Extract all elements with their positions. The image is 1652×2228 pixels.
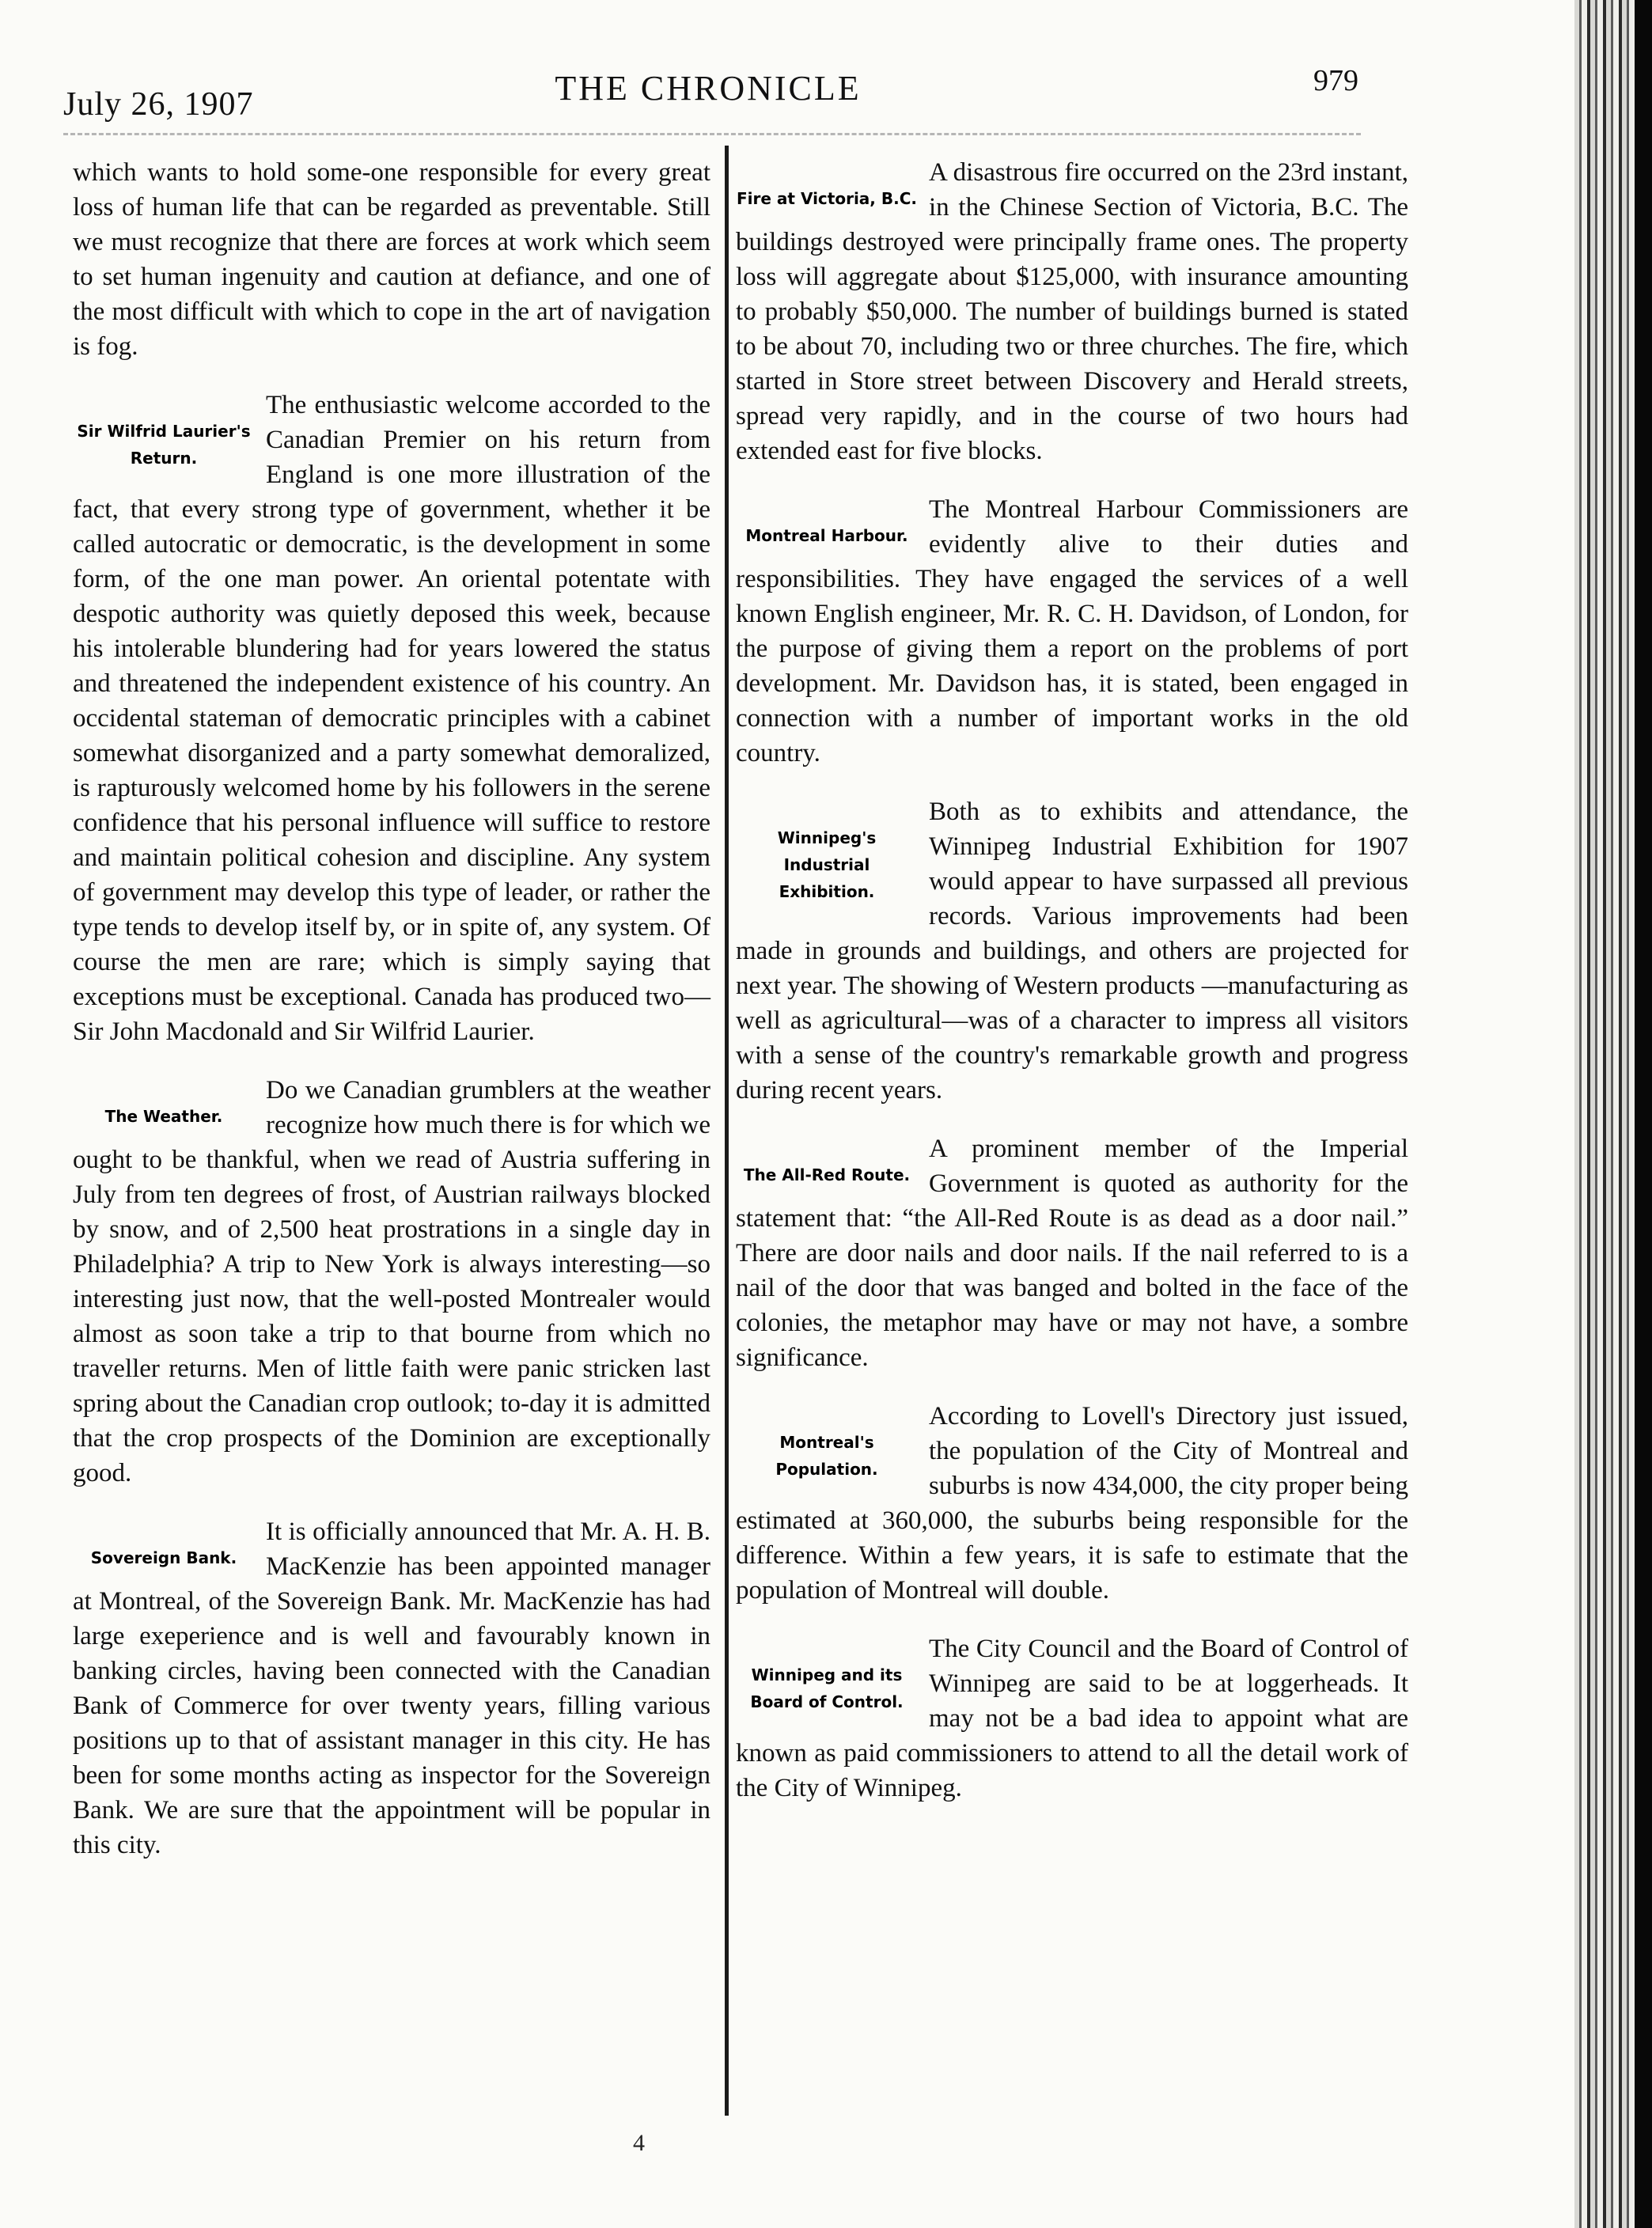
side-heading: Fire at Victoria, B.C.	[737, 189, 917, 208]
article-winnipeg-board	[736, 1631, 1408, 1806]
page-number: 979	[1313, 64, 1358, 97]
side-heading: Montreal's Population.	[775, 1433, 878, 1479]
article-laurier	[73, 388, 710, 1049]
issue-date: July 26, 1907	[63, 86, 254, 123]
side-heading: Winnipeg's Industrial Exhibition.	[777, 828, 877, 901]
article-text: The Montreal Harbour Commissioners are evidently alive to their duties and responsibilities. They have engaged the services of a well known English engineer, Mr. R. C. H. Davidson, of London, for the purpose of giving them a report on the problems of port development. Mr. Davidson has, it is stated, been engaged in connection with a number of important works in the old country.	[736, 495, 1408, 767]
side-heading: Sovereign Bank.	[90, 1548, 237, 1567]
article-weather	[73, 1073, 710, 1491]
article-text: A disastrous fire occurred on the 23rd instant, in the Chinese Section of Victoria, B.C. The buildings destroyed were principally frame ones. The property loss will aggregate about $125,000, with insurance amounting to probably $50,000. The number of buildings burned is stated to be about 70, including two or three churches. The fire, which started in Store street between Discovery and Herald streets, spread very rapidly, and in the course of two hours had extended east for five blocks.	[736, 158, 1408, 465]
header-rule	[63, 133, 1361, 135]
article-all-red-route	[736, 1131, 1408, 1375]
article-text: Both as to exhibits and attendance, the Winnipeg Industrial Exhibition for 1907 would appear to have surpassed all previous records. Various improvements had been made in grounds and buildings, and others are projected for next year. The showing of Western products —manufacturing as well as agricultural—was of a character to impress all visitors with a sense of the country's remarkable growth and progress during recent years.	[736, 798, 1408, 1105]
article-montreal-harbour	[736, 492, 1408, 771]
article-text: Do we Canadian grumblers at the weather recognize how much there is for which we ought to be thankful, when we read of Austria suffering in July from ten degrees of frost, of Austrian railways blocked by snow, and of 2,500 heat prostrations in a single day in Philadelphia? A trip to New York is always interesting—so interesting just now, that the well-posted Montrealer would almost as soon take a trip to that bourne from which no traveller returns. Men of little faith were panic stricken last spring about the Canadian crop outlook; to-day it is admitted that the crop prospects of the Dominion are exceptionally good.	[73, 1076, 710, 1487]
article-montreal-population	[736, 1399, 1408, 1608]
side-heading: Winnipeg and its Board of Control.	[750, 1665, 904, 1711]
side-heading: Montreal Harbour.	[745, 526, 908, 545]
continued-paragraph: which wants to hold some-one responsible for every great loss of human life that can be regarded as preventable. Still we must recognize that there are forces at work which seem to set human ingenuity and caution at defiance, and one of the most difficult with which to cope in the art of navigation is fog.	[73, 158, 710, 361]
article-winnipeg-exhibition	[736, 794, 1408, 1108]
article-sovereign-bank	[73, 1514, 710, 1862]
article-text: It is officially announced that Mr. A. H. B. MacKenzie has been appointed manager at Montreal, of the Sovereign Bank. Mr. MacKenzie has had large exeperience and is well and favourably known in banking circles, having been connected with the Canadian Bank of Commerce for over twenty years, filling various positions up to that of assistant manager in this city. He has been for some months acting as inspector for the Sovereign Bank. We are sure that the appointment will be popular in this city.	[73, 1518, 710, 1859]
signature-mark: 4	[633, 2130, 645, 2156]
right-column	[736, 155, 1408, 1806]
book-binding	[1574, 0, 1652, 2228]
side-heading: The All-Red Route.	[743, 1165, 911, 1184]
side-heading: The Weather.	[104, 1107, 223, 1126]
article-text: The enthusiastic welcome accorded to the Canadian Premier on his return from England is one more illustration of the fact, that every strong type of government, whether it be called autocratic or democratic, is the development in some form, of the one man power. An oriental potentate with despotic authority was quietly deposed this week, because his intolerable blundering had for years lowered the status and threatened the independent existence of his country. An occidental stateman of democratic principles with a cabinet somewhat disorganized and a party somewhat demoralized, is rapturously welcomed home by his followers in the serene confidence that his personal influence will suffice to restore and maintain political cohesion and discipline. Any system of government may develop this type of leader, or rather the type tends to develop itself by, or in spite of, any system. Of course the men are rare; which is simply saying that exceptions must be exceptional. Canada has produced two—Sir John Macdonald and Sir Wilfrid Laurier.	[73, 391, 710, 1046]
left-column	[73, 155, 710, 1862]
article-text: According to Lovell's Directory just issued, the population of the City of Montreal and suburbs is now 434,000, the city proper being estimated at 360,000, the suburbs being responsible for the difference. Within a few years, it is safe to estimate that the population of Montreal will double.	[736, 1402, 1408, 1605]
column-divider	[725, 146, 729, 2116]
article-text: The City Council and the Board of Control of Winnipeg are said to be at loggerheads. It may not be a bad idea to appoint what are known as paid commissioners to attend to all the detail work of the City of Winnipeg.	[736, 1635, 1408, 1802]
side-heading: Sir Wilfrid Laurier's Return.	[77, 422, 251, 468]
publication-title: THE CHRONICLE	[555, 69, 862, 108]
article-victoria-fire	[736, 155, 1408, 468]
article-text: A prominent member of the Imperial Government is quoted as authority for the statement that: “the All-Red Route is as dead as a door nail.” There are door nails and door nails. If the nail referred to is a nail of the door that was banged and bolted in the face of the colonies, the metaphor may have or may not have, a sombre significance.	[736, 1135, 1408, 1372]
